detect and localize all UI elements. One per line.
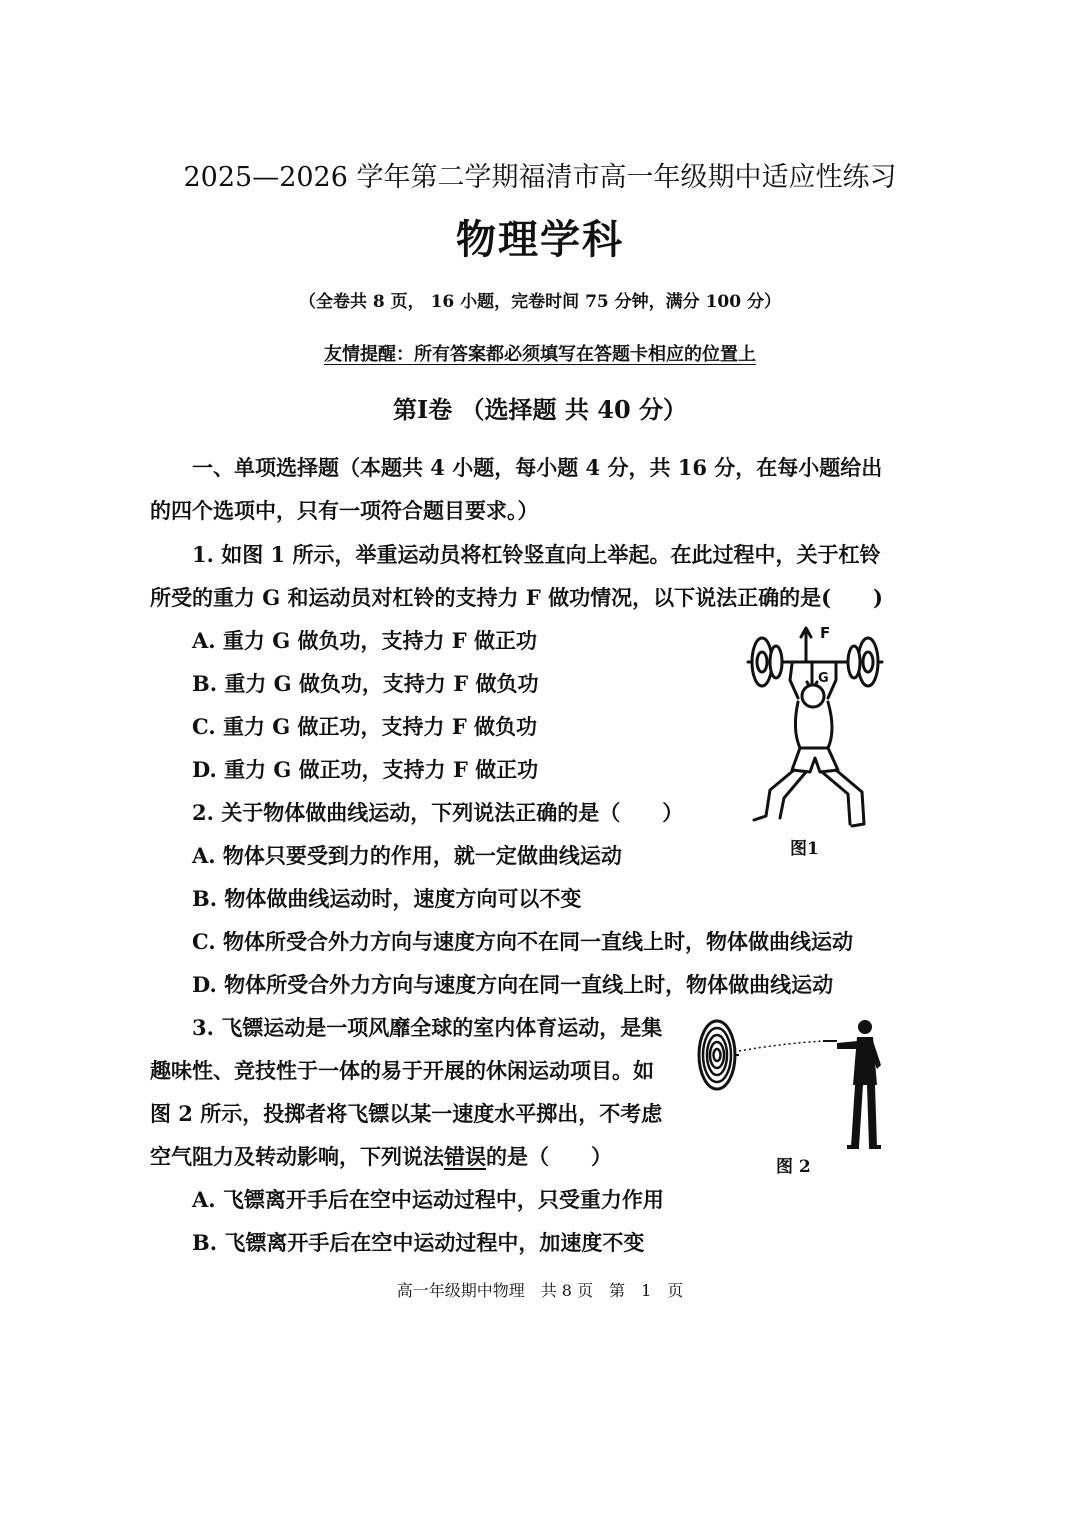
q3-option-a: A. 飞镖离开手后在空中运动过程中，只受重力作用 [192,1187,664,1212]
exam-title: 2025—2026 学年第二学期福清市高一年级期中适应性练习 [183,162,897,193]
section-intro-line2: 的四个选项中，只有一项符合题目要求。） [150,498,539,523]
section-intro-line1: 一、单项选择题（本题共 4 小题，每小题 4 分，共 16 分，在每小题给出 [192,455,883,480]
figure2-label: 图 2 [776,1157,811,1177]
figure1-label: 图1 [790,839,819,859]
force-f-label: F [820,624,831,642]
q3-line4-start: 空气阻力及转动影响，下列说法 [150,1144,444,1169]
q3-stem-line1: 3. 飞镖运动是一项风靡全球的室内体育运动，是集 [192,1015,663,1040]
q1-stem-line2: 所受的重力 G 和运动员对杠铃的支持力 F 做功情况，以下说法正确的是( ) [150,585,883,610]
q1-option-d: D. 重力 G 做正功，支持力 F 做正功 [192,757,539,782]
q2-option-d: D. 物体所受合外力方向与速度方向在同一直线上时，物体做曲线运动 [192,972,834,997]
reminder-line [0,340,1080,366]
page-footer: 高一年级期中物理 共 8 页 第 1 页 [396,1281,684,1300]
q3-emphasis-word: 错误 [444,1144,486,1169]
q3-stem-line4 [150,1141,612,1171]
q1-stem-line1: 1. 如图 1 所示，举重运动员将杠铃竖直向上举起。在此过程中，关于杠铃 [192,542,881,567]
force-g-label: G [818,671,829,686]
q2-option-a: A. 物体只要受到力的作用，就一定做曲线运动 [192,843,622,868]
q3-option-b: B. 飞镖离开手后在空中运动过程中，加速度不变 [192,1230,645,1255]
q3-stem-line3: 图 2 所示，投掷者将飞镖以某一速度水平掷出，不考虑 [150,1101,663,1126]
q2-stem: 2. 关于物体做曲线运动，下列说法正确的是（ ） [192,800,684,825]
q1-option-a: A. 重力 G 做负功，支持力 F 做正功 [192,628,538,653]
q3-line4-end: 的是（ ） [486,1144,612,1169]
exam-info: （全卷共 8 页， 16 小题，完卷时间 75 分钟，满分 100 分） [299,292,781,312]
q1-option-b: B. 重力 G 做负功，支持力 F 做负功 [192,671,539,696]
weightlifter-figure [740,620,890,835]
q1-option-c: C. 重力 G 做正功，支持力 F 做负功 [192,714,538,739]
reminder-text: 友情提醒：所有答案都必须填写在答题卡相应的位置上 [324,344,756,365]
q2-option-b: B. 物体做曲线运动时，速度方向可以不变 [192,886,582,911]
q3-stem-line2: 趣味性、竞技性于一体的易于开展的休闲运动项目。如 [150,1058,654,1083]
part-heading: 第Ⅰ卷 （选择题 共 40 分） [392,395,688,424]
dart-thrower-figure [695,1015,905,1155]
q2-option-c: C. 物体所受合外力方向与速度方向不在同一直线上时，物体做曲线运动 [192,929,853,954]
subject-title: 物理学科 [456,217,624,263]
